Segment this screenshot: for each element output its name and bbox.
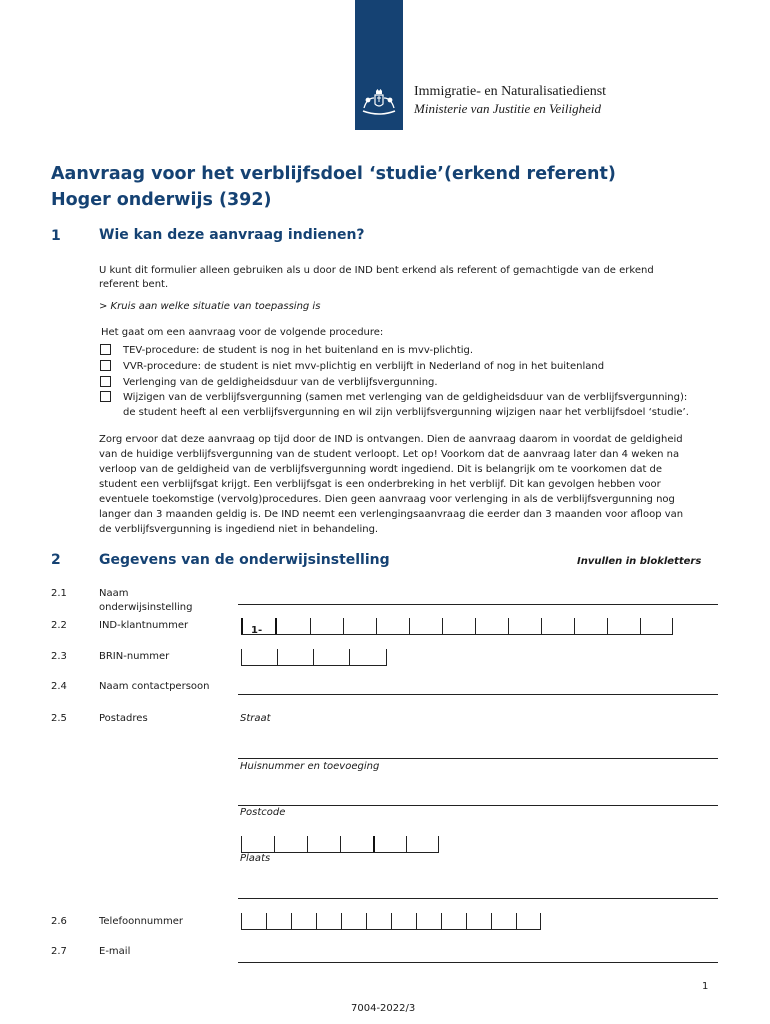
label-brin-nummer: BRIN-nummer bbox=[99, 651, 170, 662]
field-number-2-5: 2.5 bbox=[51, 713, 67, 724]
label-postcode: Postcode bbox=[240, 807, 286, 818]
label-onderwijsinstelling: onderwijsinstelling bbox=[99, 602, 193, 613]
block-letters-hint: Invullen in blokletters bbox=[577, 556, 702, 567]
ministry-name: Ministerie van Justitie en Veiligheid bbox=[414, 101, 602, 116]
email-input[interactable] bbox=[238, 962, 718, 963]
label-postadres: Postadres bbox=[99, 713, 148, 724]
option-verlenging: Verlenging van de geldigheidsduur van de verblijfsvergunning. bbox=[123, 377, 438, 388]
intro-line-2: referent bent. bbox=[99, 279, 169, 290]
field-number-2-6: 2.6 bbox=[51, 916, 67, 927]
section-1-number: 1 bbox=[51, 228, 61, 244]
postcode-input[interactable] bbox=[241, 836, 439, 853]
checkbox-tev-procedure[interactable] bbox=[100, 344, 111, 355]
procedure-intro: Het gaat om een aanvraag voor de volgende procedure: bbox=[101, 327, 384, 338]
option-vvr-procedure: VVR-procedure: de student is niet mvv-plichtig en verblijft in Nederland of nog in het buitenland bbox=[123, 361, 605, 372]
field-number-2-3: 2.3 bbox=[51, 651, 67, 662]
brin-number-input[interactable] bbox=[241, 649, 387, 666]
dutch-coat-of-arms-icon bbox=[361, 86, 397, 116]
form-code: 7004-2022/3 bbox=[351, 1003, 416, 1014]
notice-line: langer dan 3 maanden geldig is. De IND neemt een verlengingsaanvraag die eerder dan 3 maanden voor afloop van bbox=[99, 509, 684, 520]
label-huisnummer: Huisnummer en toevoeging bbox=[240, 761, 380, 772]
notice-line: eventuele toekomstige (vervolg)procedures. Dien geen aanvraag voor verlenging in als de verblijfsvergunning nog bbox=[99, 494, 675, 505]
section-1-title: Wie kan deze aanvraag indienen? bbox=[99, 227, 365, 243]
notice-line: student een verblijfsgat krijgt. Een verblijfsgat is een onderbreking in het verblijf. Dit kan gevolgen hebben voor bbox=[99, 479, 661, 490]
field-number-2-7: 2.7 bbox=[51, 946, 67, 957]
instruction-text: > Kruis aan welke situatie van toepassing is bbox=[99, 301, 321, 312]
intro-line-1: U kunt dit formulier alleen gebruiken als u door de IND bent erkend als referent of gemachtigde van de erkend bbox=[99, 265, 654, 276]
client-number-prefix: 1- bbox=[251, 625, 263, 636]
option-wijzigen-line2: de student heeft al een verblijfsvergunning en wil zijn verblijfsvergunning wijzigen naar het verblijfsdoel ‘studie’. bbox=[123, 407, 689, 418]
city-input[interactable] bbox=[238, 898, 718, 899]
form-title-line2: Hoger onderwijs (392) bbox=[51, 190, 272, 210]
ind-client-number-input[interactable] bbox=[241, 618, 673, 635]
label-telefoonnummer: Telefoonnummer bbox=[99, 916, 184, 927]
contact-person-input[interactable] bbox=[238, 694, 718, 695]
label-naam: Naam bbox=[99, 588, 129, 599]
checkbox-verlenging[interactable] bbox=[100, 376, 111, 387]
section-2-title: Gegevens van de onderwijsinstelling bbox=[99, 552, 390, 568]
checkbox-wijzigen[interactable] bbox=[100, 391, 111, 402]
phone-number-input[interactable] bbox=[241, 913, 541, 930]
label-ind-klantnummer: IND-klantnummer bbox=[99, 620, 189, 631]
house-number-input[interactable] bbox=[238, 805, 718, 806]
field-number-2-4: 2.4 bbox=[51, 681, 67, 692]
organization-name: Immigratie- en Naturalisatiedienst bbox=[414, 84, 607, 99]
street-input[interactable] bbox=[238, 758, 718, 759]
notice-paragraph bbox=[99, 432, 717, 537]
label-straat: Straat bbox=[240, 713, 271, 724]
page-number: 1 bbox=[702, 981, 709, 992]
label-email: E-mail bbox=[99, 946, 131, 957]
notice-line: Zorg ervoor dat deze aanvraag op tijd door de IND is ontvangen. Dien de aanvraag daarom in voordat de geldigheid bbox=[99, 434, 683, 445]
field-number-2-1: 2.1 bbox=[51, 588, 67, 599]
checkbox-vvr-procedure[interactable] bbox=[100, 360, 111, 371]
notice-line: de verblijfsvergunning is ingediend niet in behandeling. bbox=[99, 524, 379, 535]
label-plaats: Plaats bbox=[240, 853, 271, 864]
notice-line: van de huidige verblijfsvergunning van de student verloopt. Let op! Voorkom dat de aanvraag later dan 4 weken na bbox=[99, 449, 680, 460]
label-naam-contactpersoon: Naam contactpersoon bbox=[99, 681, 210, 692]
field-number-2-2: 2.2 bbox=[51, 620, 67, 631]
option-wijzigen: Wijzigen van de verblijfsvergunning (samen met verlenging van de geldigheidsduur van de verblijfsvergunning): bbox=[123, 392, 688, 403]
option-tev-procedure: TEV-procedure: de student is nog in het buitenland en is mvv-plichtig. bbox=[123, 345, 474, 356]
institution-name-input[interactable] bbox=[238, 604, 718, 605]
notice-line: verloop van de geldigheid van de verblijfsvergunning wordt ingediend. Dit is belangrijk om te voorkomen dat de bbox=[99, 464, 663, 475]
form-title-line1: Aanvraag voor het verblijfsdoel ‘studie’(erkend referent) bbox=[51, 164, 616, 184]
section-2-number: 2 bbox=[51, 552, 61, 568]
